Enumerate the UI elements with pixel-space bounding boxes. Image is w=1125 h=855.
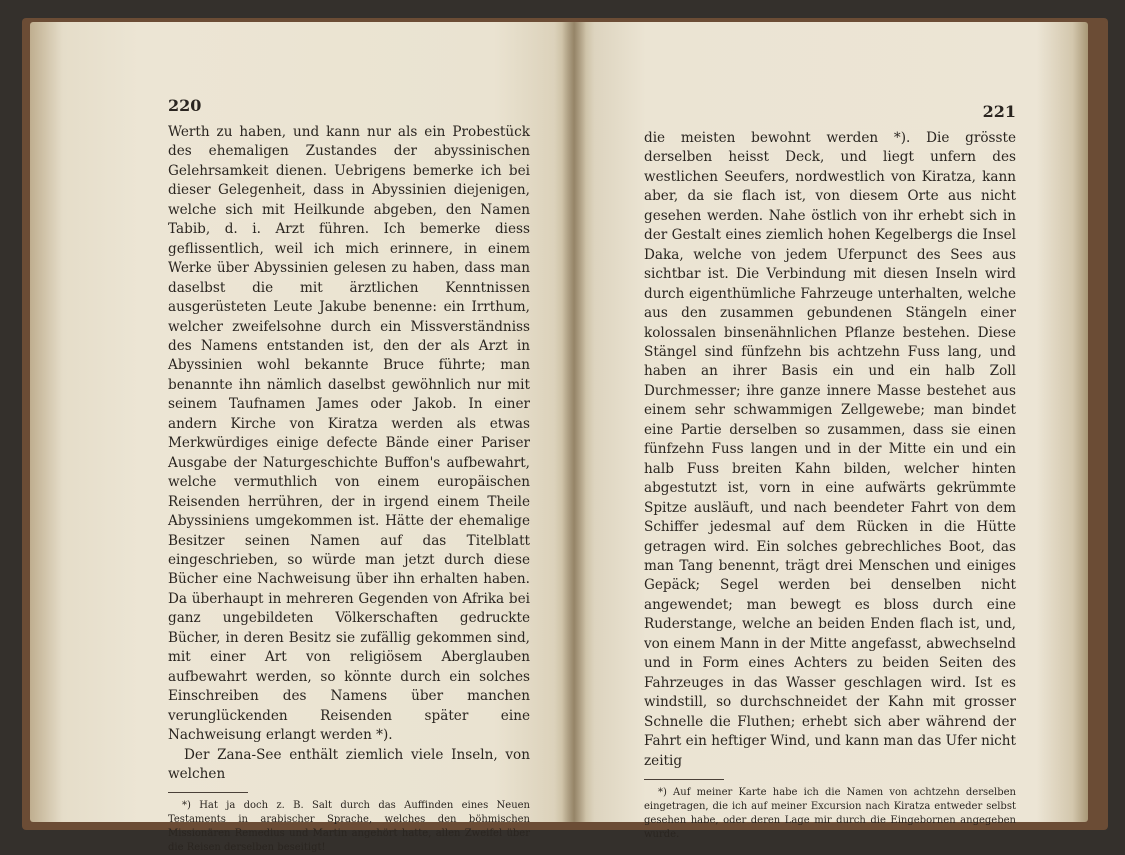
footnote-rule [644, 779, 724, 780]
page-number: 220 [168, 96, 202, 115]
left-page-body [168, 123, 530, 784]
paragraph: Werth zu haben, und kann nur als ein Probestück des ehemaligen Zustandes der abyssinischen Gelehrsamkeit dienen. Uebrigens bemerke ich bei dieser Gelegenheit, dass in Abyssinien diejenigen, welche sich mit Heilkunde abgeben, den Namen Tabib, d. i. Arzt führen. Ich bemerke diess geflissentlich, weil ich mich erinnere, in einem Werke über Abyssinien gelesen zu haben, dass man daselbst die mit ärztlichen Kenntnissen ausgerüsteten Leute Jakube benenne: ein Irrthum, welcher zweifelsohne durch ein Missverständniss des Namens entstanden ist, den der als Arzt in Abyssinien wohl bekannte Bruce führte; man benannte ihn nämlich daselbst gewöhnlich nur mit seinem Taufnamen James oder Jakob. In einer andern Kirche von Kiratza werden als etwas Merkwürdiges einige defecte Bände einer Pariser Ausgabe der Naturgeschichte Buffon's aufbewahrt, welche vermuthlich von einem europäischen Reisenden herrühren, der in irgend einem Theile Abyssiniens umgekommen ist. Hätte der ehemalige Besitzer seinen Namen auf das Titelblatt eingeschrieben, so würde man jetzt durch diese Bücher eine Nachweisung über ihn erhalten haben. Da überhaupt in mehreren Gegenden von Afrika bei ganz ungebildeten Völkerschaften gedruckte Bücher, in deren Besitz sie zufällig gekommen sind, mit einer Art von religiösem Aberglauben aufbewahrt werden, so könnte durch ein solches Einschreiben des Namens über manchen verunglückenden Reisenden später eine Nachweisung erlangt werden *). [168, 124, 530, 744]
footnote-rule [168, 792, 248, 793]
page-number: 221 [982, 102, 1016, 121]
right-page [644, 102, 1016, 842]
paragraph: die meisten bewohnt werden *). Die grösste derselben heisst Deck, und liegt unfern des westlichen Seeufers, nordwestlich von Kiratza, kann aber, da sie flach ist, von diesem Orte aus nicht gesehen werden. Nahe östlich von ihr erhebt sich in der Gestalt eines ziemlich hohen Kegelbergs die Insel Daka, welche von jedem Uferpunct des Sees aus sichtbar ist. Die Verbindung mit diesen Inseln wird durch eigenthümliche Fahrzeuge unterhalten, welche aus den zusammen gebundenen Stängeln einer kolossalen binsenähnlichen Pflanze bestehen. Diese Stängel sind fünfzehn bis achtzehn Fuss lang, und haben an ihrer Basis ein und ein halb Zoll Durchmesser; ihre ganze innere Masse bestehet aus einem sehr schwammigen Zellgewebe; man bindet eine Partie derselben so zusammen, dass sie einen fünfzehn Fuss langen und in der Mitte ein und ein halb Fuss breiten Kahn bilden, welcher hinten abgestutzt ist, vorn in eine aufwärts gekrümmte Spitze ausläuft, und nach beendeter Fahrt von dem Schiffer jedesmal auf dem Rücken in die Hütte getragen wird. Ein solches gebrechliches Boot, das man Tang benennt, trägt drei Menschen und einiges Gepäck; Segel werden bei denselben nicht angewendet; man bewegt es bloss durch eine Ruderstange, welche an beiden Enden flach ist, und, von einem Mann in der Mitte angefasst, abwechselnd und in Form eines Achters zu beiden Seiten des Fahrzeuges in das Wasser geschlagen wird. Ist es windstill, so durchschneidet der Kahn mit grosser Schnelle die Fluthen; erhebt sich aber während der Fahrt ein heftiger Wind, und kann man das Ufer nicht zeitig [644, 130, 1016, 769]
footnote: *) Hat ja doch z. B. Salt durch das Auffinden eines Neuen Testaments in arabischer Sprache, welches den böhmischen Missionären Remedius und Martin angehört hatte, allen Zweifel über die Reisen derselben beseitigt! [168, 800, 530, 854]
paragraph: Der Zana-See enthält ziemlich viele Inseln, von welchen [168, 746, 530, 782]
footnote: *) Auf meiner Karte habe ich die Namen von achtzehn derselben eingetragen, die ich auf meiner Excursion nach Kiratza entweder selbst gesehen habe, oder deren Lage mir durch die Eingebornen angegeben wurde. [644, 786, 1016, 840]
book-gutter [562, 22, 586, 822]
left-page [168, 96, 530, 855]
right-page-body [644, 129, 1016, 771]
